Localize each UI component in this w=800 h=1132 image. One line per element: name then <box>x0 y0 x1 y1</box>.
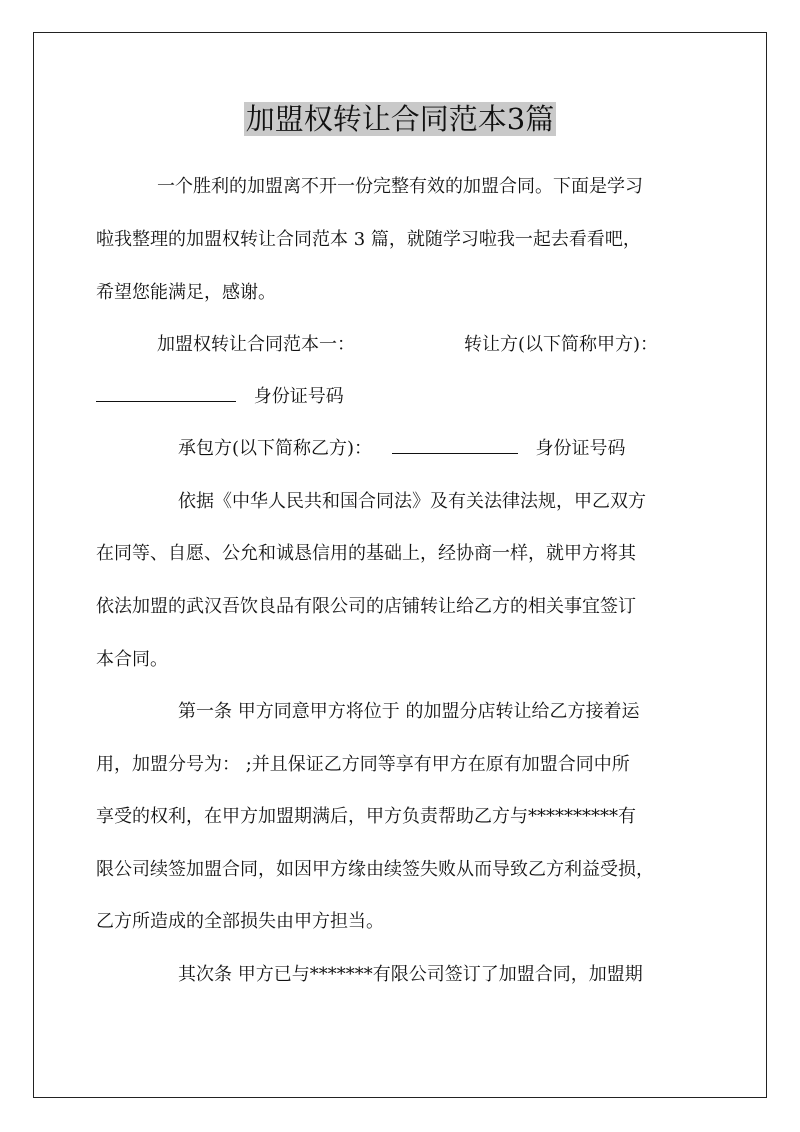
article1-line-1: 第一条 甲方同意甲方将位于 的加盟分店转让给乙方接着运 <box>178 701 640 722</box>
basis-line-4: 本合同。 <box>96 649 168 670</box>
transferor-id-row <box>96 382 344 412</box>
title-text: 加盟权转让合同范本3篇 <box>245 102 555 136</box>
basis-line-1: 依据《中华人民共和国合同法》及有关法律法规，甲乙双方 <box>178 491 646 512</box>
article1-line-2: 用，加盟分号为： ;并且保证乙方同等享有甲方在原有加盟合同中所 <box>96 754 630 775</box>
id-label: 身份证号码 <box>253 386 344 407</box>
transferor-label: 转让方(以下简称甲方)： <box>464 334 659 355</box>
contractor-row <box>178 434 626 464</box>
article1-line-4: 限公司续签加盟合同，如因甲方缘由续签失败从而导致乙方利益受损， <box>96 859 654 880</box>
id-label-2: 身份证号码 <box>535 438 626 459</box>
contractor-blank <box>392 435 518 454</box>
intro-line-3: 希望您能满足，感谢。 <box>96 282 276 303</box>
intro-line-2: 啦我整理的加盟权转让合同范本 3 篇，就随学习啦我一起去看看吧， <box>96 229 641 250</box>
article2-line-1: 其次条 甲方已与*******有限公司签订了加盟合同，加盟期 <box>178 964 643 985</box>
basis-line-3: 依法加盟的武汉吾饮良品有限公司的店铺转让给乙方的相关事宜签订 <box>96 596 636 617</box>
sample-heading: 加盟权转让合同范本一： <box>157 334 355 355</box>
intro-line-1: 一个胜利的加盟离不开一份完整有效的加盟合同。下面是学习 <box>157 176 643 197</box>
transferor-blank <box>96 383 236 402</box>
contractor-label: 承包方(以下简称乙方)： <box>178 438 373 459</box>
basis-line-2: 在同等、自愿、公允和诚恳信用的基础上，经协商一样，就甲方将其 <box>96 543 636 564</box>
document-title <box>0 96 800 142</box>
article1-line-3: 享受的权利，在甲方加盟期满后，甲方负责帮助乙方与**********有 <box>96 806 636 827</box>
article1-line-5: 乙方所造成的全部损失由甲方担当。 <box>96 911 384 932</box>
